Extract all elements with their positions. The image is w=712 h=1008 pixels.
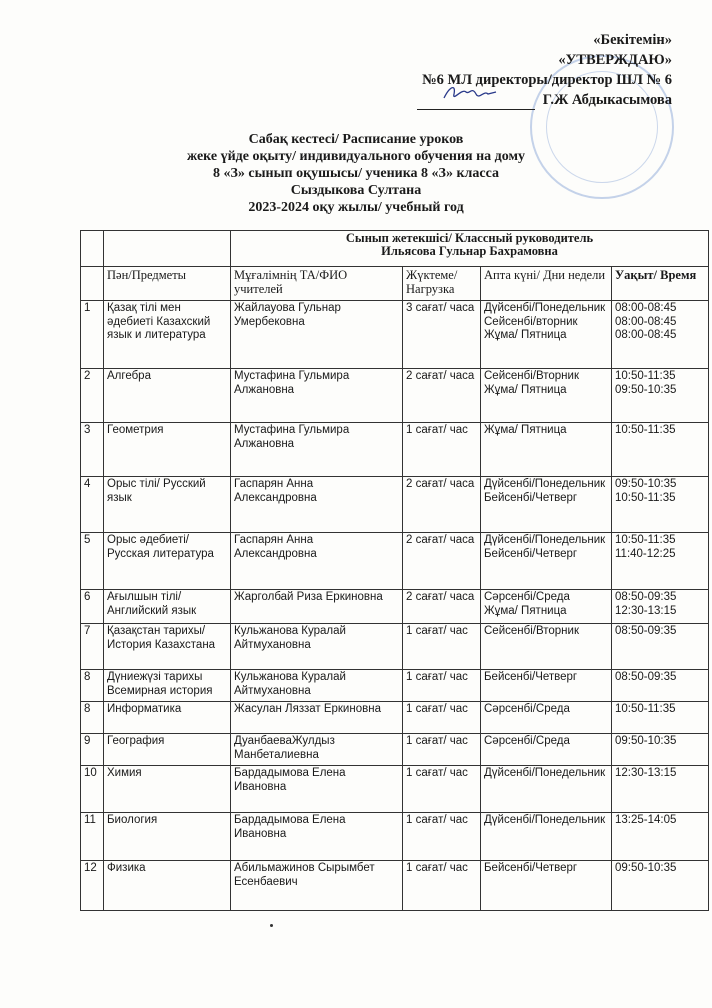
heading-line-2: жеке үйде оқыту/ индивидуального обучения на дому — [186, 149, 526, 164]
cell-days — [481, 301, 612, 369]
time-entry: 11:40-12:25 — [615, 547, 676, 560]
table-row — [81, 423, 709, 477]
time-entry: 08:50-09:35 — [615, 591, 677, 603]
heading-line-1: Сабақ кестесі/ Расписание уроков — [248, 132, 464, 147]
cell-days — [481, 624, 612, 670]
time-entry: 10:50-11:35 — [615, 370, 676, 382]
table-row — [81, 301, 709, 369]
cell-time — [612, 734, 709, 766]
cell-teacher: Кульжанова Куралай Айтмухановна — [231, 670, 403, 702]
weekday-entry: Сәрсенбі/Среда — [484, 703, 570, 715]
table-row — [81, 369, 709, 423]
table-row — [81, 861, 709, 911]
cell-days — [481, 670, 612, 702]
cell-subject: Биология — [104, 813, 231, 861]
cell-teacher: Мустафина Гульмира Алжановна — [231, 423, 403, 477]
table-row — [81, 670, 709, 702]
cell-subject: География — [104, 734, 231, 766]
cell-subject: Геометрия — [104, 423, 231, 477]
heading-line-4: Сыздыкова Султана — [290, 183, 422, 198]
header-subject: Пән/Предметы — [104, 267, 231, 301]
cell-teacher: Бардадымова Елена Ивановна — [231, 813, 403, 861]
cell-load: 1 сағат/ час — [403, 734, 481, 766]
weekday-entry: Жұма/ Пятница — [484, 329, 567, 341]
weekday-entry: Бейсенбі/Четверг — [484, 547, 578, 560]
table-row — [81, 624, 709, 670]
cell-subject: Қазақстан тарихы/ История Казахстана — [104, 624, 231, 670]
cell-num: 6 — [81, 590, 104, 624]
cell-subject: Қазақ тілі мен әдебиеті Казахский язык и литература — [104, 301, 231, 369]
cell-time — [612, 423, 709, 477]
time-entry: 12:30-13:15 — [615, 767, 677, 779]
time-entry: 12:30-13:15 — [615, 604, 677, 617]
cell-time — [612, 590, 709, 624]
cell-load: 2 сағат/ часа — [403, 369, 481, 423]
cell-subject: Орыс тілі/ Русский язык — [104, 477, 231, 533]
cell-time — [612, 301, 709, 369]
cell-time — [612, 766, 709, 813]
time-entry: 13:25-14:05 — [615, 814, 677, 826]
weekday-entry: Бейсенбі/Четверг — [484, 491, 578, 504]
time-entry: 10:50-11:35 — [615, 491, 676, 504]
heading-line-5: 2023-2024 оқу жылы/ учебный год — [248, 200, 464, 215]
cell-load: 1 сағат/ час — [403, 766, 481, 813]
cell-teacher: Бардадымова Елена Ивановна — [231, 766, 403, 813]
weekday-entry: Дүйсенбі/Понедельник — [484, 767, 606, 779]
cell-load: 1 сағат/ час — [403, 624, 481, 670]
table-row — [81, 813, 709, 861]
director-title: №6 МЛ директоры/директор ШЛ № 6 — [422, 72, 672, 88]
weekday-entry: Сейсенбі/Вторник — [484, 625, 579, 637]
schedule-table — [80, 230, 709, 911]
cell-days — [481, 533, 612, 590]
weekday-entry: Сәрсенбі/Среда — [484, 591, 570, 603]
table-row — [81, 766, 709, 813]
cell-subject: Химия — [104, 766, 231, 813]
cell-time — [612, 813, 709, 861]
cell-num: 12 — [81, 861, 104, 911]
cell-teacher: Гаспарян Анна Александровна — [231, 477, 403, 533]
column-header-row — [81, 267, 709, 301]
class-teacher-label: Сынып жетекшісі/ Классный руководитель — [345, 231, 594, 245]
cell-days — [481, 702, 612, 734]
approval-ru: «УТВЕРЖДАЮ» — [558, 52, 672, 68]
table-row — [81, 533, 709, 590]
cell-num: 10 — [81, 766, 104, 813]
cell-load: 1 сағат/ час — [403, 702, 481, 734]
weekday-entry: Сейсенбі/Вторник — [484, 370, 579, 382]
cell-subject: Алгебра — [104, 369, 231, 423]
cell-time — [612, 624, 709, 670]
weekday-entry: Бейсенбі/Четверг — [484, 671, 578, 683]
cell-num: 8 — [81, 702, 104, 734]
cell-subject: Информатика — [104, 702, 231, 734]
cell-teacher: ДуанбаеваЖулдыз Манбеталиевна — [231, 734, 403, 766]
cell-num: 8 — [81, 670, 104, 702]
time-entry: 08:00-08:45 — [615, 329, 677, 341]
cell-time — [612, 477, 709, 533]
header-num — [81, 267, 104, 301]
class-teacher-cell — [231, 231, 709, 267]
cell-load: 1 сағат/ час — [403, 861, 481, 911]
cell-days — [481, 766, 612, 813]
director-name: Г.Ж Абдыкасымова — [542, 92, 672, 108]
time-entry: 09:50-10:35 — [615, 478, 677, 490]
cell-num: 4 — [81, 477, 104, 533]
cell-teacher: Гаспарян Анна Александровна — [231, 533, 403, 590]
cell-time — [612, 861, 709, 911]
cell-days — [481, 477, 612, 533]
weekday-entry: Дүйсенбі/Понедельник — [484, 534, 606, 546]
cell-load: 2 сағат/ часа — [403, 477, 481, 533]
time-entry: 09:50-10:35 — [615, 735, 677, 747]
weekday-entry: Жұма/ Пятница — [484, 424, 567, 436]
cell-days — [481, 369, 612, 423]
header-teacher: Мұғалімнің ТА/ФИО учителей — [231, 267, 403, 301]
cell-teacher: Жайлауова Гульнар Умербековна — [231, 301, 403, 369]
cell-teacher: Абильмажинов Сырымбет Есенбаевич — [231, 861, 403, 911]
time-entry: 08:00-08:45 — [615, 302, 677, 314]
cell-days — [481, 423, 612, 477]
cell-days — [481, 861, 612, 911]
time-entry: 08:50-09:35 — [615, 671, 677, 683]
weekday-entry: Сейсенбі/вторник — [484, 315, 578, 328]
weekday-entry: Дүйсенбі/Понедельник — [484, 478, 606, 490]
cell-load: 2 сағат/ часа — [403, 533, 481, 590]
cell-teacher: Мустафина Гульмира Алжановна — [231, 369, 403, 423]
weekday-entry: Бейсенбі/Четверг — [484, 862, 578, 874]
time-entry: 10:50-11:35 — [615, 424, 676, 436]
cell-num: 2 — [81, 369, 104, 423]
cell-time — [612, 533, 709, 590]
time-entry: 08:50-09:35 — [615, 625, 677, 637]
ink-dot — [270, 924, 273, 927]
cell-load: 2 сағат/ часа — [403, 590, 481, 624]
heading-line-3: 8 «З» сынып оқушысы/ ученика 8 «З» класса — [213, 166, 499, 181]
cell-time — [612, 670, 709, 702]
cell-num: 5 — [81, 533, 104, 590]
cell-time — [612, 369, 709, 423]
approval-kz: «Бекітемін» — [593, 32, 672, 48]
cell-subject: Физика — [104, 861, 231, 911]
cell-subject: Орыс әдебиеті/ Русская литература — [104, 533, 231, 590]
class-teacher-name: Ильясова Гульнар Бахрамовна — [381, 244, 558, 258]
weekday-entry: Жұма/ Пятница — [484, 604, 567, 617]
cell-time — [612, 702, 709, 734]
time-entry: 10:50-11:35 — [615, 703, 676, 715]
cell-teacher: Жарголбай Риза Еркиновна — [231, 590, 403, 624]
time-entry: 08:00-08:45 — [615, 315, 677, 328]
cell-num: 7 — [81, 624, 104, 670]
header-days: Апта күні/ Дни недели — [481, 267, 612, 301]
cell-days — [481, 734, 612, 766]
weekday-entry: Дүйсенбі/Понедельник — [484, 302, 606, 314]
cell-subject: Ағылшын тілі/ Английский язык — [104, 590, 231, 624]
class-teacher-row — [81, 231, 709, 267]
header-load: Жүктеме/ Нагрузка — [403, 267, 481, 301]
document-heading — [0, 131, 712, 216]
table-row — [81, 590, 709, 624]
time-entry: 09:50-10:35 — [615, 383, 677, 396]
header-time: Уақыт/ Время — [612, 267, 709, 301]
cell-days — [481, 590, 612, 624]
cell-teacher: Кульжанова Куралай Айтмухановна — [231, 624, 403, 670]
cell-num: 1 — [81, 301, 104, 369]
cell-days — [481, 813, 612, 861]
cell-num: 11 — [81, 813, 104, 861]
cell-load: 1 сағат/ час — [403, 423, 481, 477]
time-entry: 10:50-11:35 — [615, 534, 676, 546]
handwritten-signature — [442, 82, 498, 104]
cell-load: 1 сағат/ час — [403, 670, 481, 702]
cell-num: 3 — [81, 423, 104, 477]
table-row — [81, 702, 709, 734]
weekday-entry: Сәрсенбі/Среда — [484, 735, 570, 747]
cell-subject: Дүниежүзі тарихы Всемирная история — [104, 670, 231, 702]
cell-teacher: Жасулан Ляззат Еркиновна — [231, 702, 403, 734]
cell-load: 3 сағат/ часа — [403, 301, 481, 369]
table-row — [81, 477, 709, 533]
table-row — [81, 734, 709, 766]
cell-load: 1 сағат/ час — [403, 813, 481, 861]
time-entry: 09:50-10:35 — [615, 862, 677, 874]
weekday-entry: Жұма/ Пятница — [484, 383, 567, 396]
weekday-entry: Дүйсенбі/Понедельник — [484, 814, 606, 826]
cell-num: 9 — [81, 734, 104, 766]
